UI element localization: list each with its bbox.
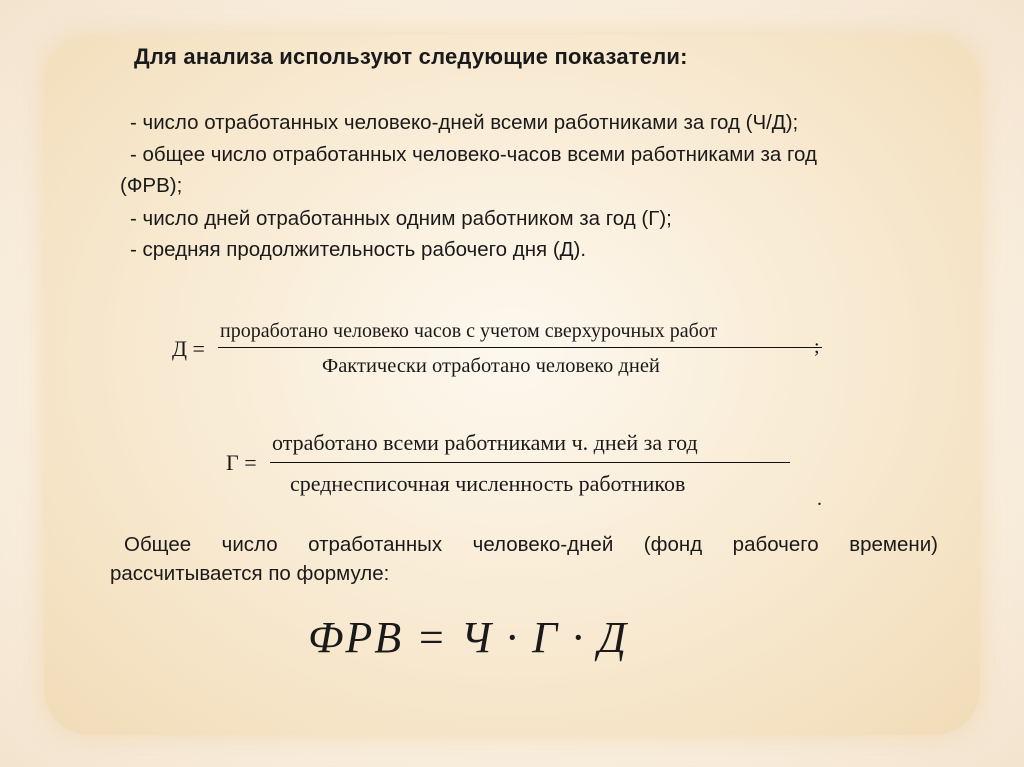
formula-d-fraction-bar xyxy=(218,347,822,348)
formula-g-lhs: Г = xyxy=(226,450,257,475)
formula-d-numerator: проработано человеко часов с учетом сверхурочных работ xyxy=(220,320,718,342)
paragraph-line: Общее число отработанных человеко-дней (фонд рабочего времени) xyxy=(124,533,938,556)
formula-d-trail: ; xyxy=(814,336,820,358)
formula-d-denominator: Фактически отработано человеко дней xyxy=(322,355,660,377)
formula-g-numerator: отработано всеми работниками ч. дней за год xyxy=(272,430,698,455)
main-formula: ФРВ = Ч · Г · Д xyxy=(308,613,629,662)
paragraph-line: рассчитывается по формуле: xyxy=(110,562,390,585)
formula-g-fraction-bar xyxy=(270,462,790,463)
formula-d-lhs: Д = xyxy=(172,336,205,361)
formula-g-trail: . xyxy=(817,488,822,510)
list-item: - общее число отработанных человеко-часов всеми работниками за год xyxy=(130,143,817,166)
list-item: - средняя продолжительность рабочего дня (Д). xyxy=(130,238,587,261)
slide-title: Для анализа используют следующие показатели: xyxy=(134,44,688,69)
formula-g-denominator: среднесписочная численность работников xyxy=(290,471,686,496)
list-item-continuation: (ФРВ); xyxy=(120,174,183,197)
list-item: - число дней отработанных одним работником за год (Г); xyxy=(130,207,672,230)
list-item: - число отработанных человеко-дней всеми работниками за год (Ч/Д); xyxy=(130,111,799,134)
body-paragraph xyxy=(110,530,938,588)
